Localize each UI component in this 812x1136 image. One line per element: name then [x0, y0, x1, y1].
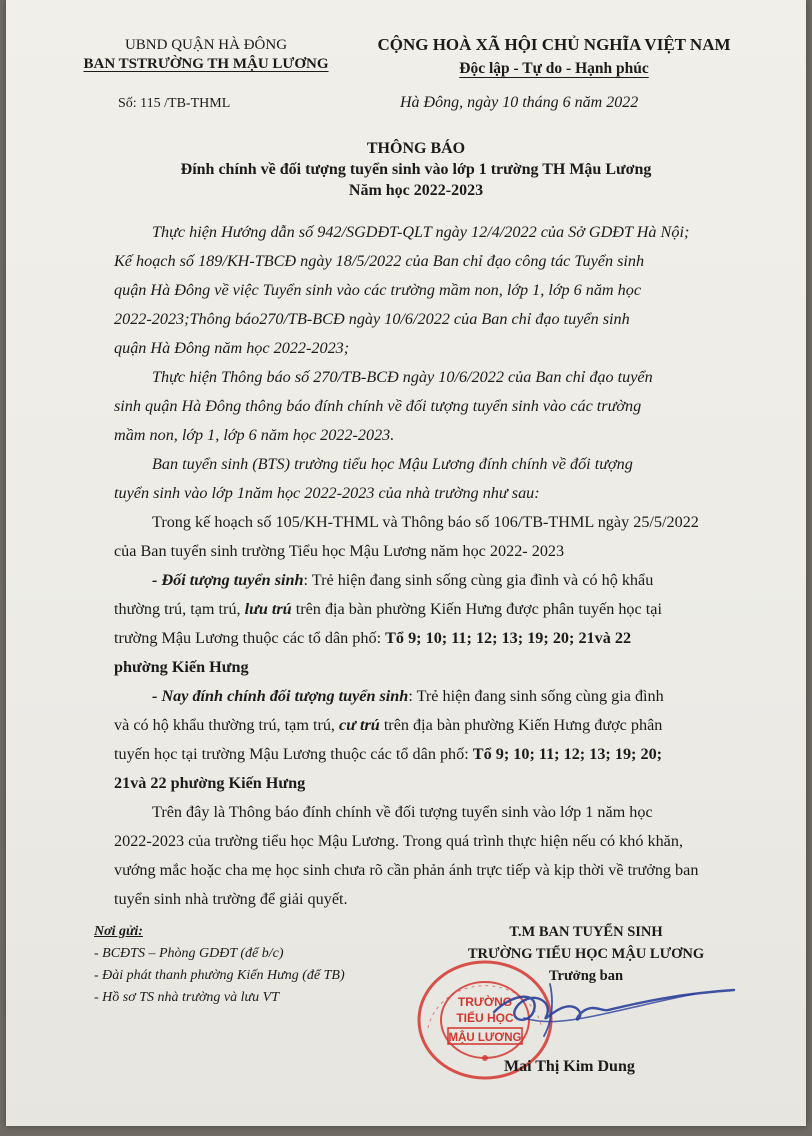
p2-line-2: sinh quận Hà Đông thông báo đính chính về đối tượng tuyển sinh vào các trường: [114, 397, 642, 415]
p7-line-1: Trên đây là Thông báo đính chính về đối tượng tuyển sinh vào lớp 1 năm học: [152, 803, 653, 821]
signer-name: Mai Thị Kim Dung: [504, 1058, 635, 1075]
stamp-text-line: MẬU LƯƠNG: [448, 1032, 522, 1044]
p2-line-1: Thực hiện Thông báo số 270/TB-BCĐ ngày 10/6/2022 của Ban chỉ đạo tuyển: [152, 368, 653, 386]
recipient-item: - Đài phát thanh phường Kiến Hưng (để TB): [94, 968, 345, 983]
p2-line-3: mầm non, lớp 1, lớp 6 năm học 2022-2023.: [114, 426, 395, 444]
sign-line-2: TRƯỜNG TIỂU HỌC MẬU LƯƠNG: [467, 946, 705, 962]
p7-line-4: tuyển sinh nhà trường để giải quyết.: [114, 890, 348, 908]
stamp-text-line: TIỂU HỌC: [456, 1011, 514, 1025]
document-title: [66, 138, 766, 201]
p7-line-3: vướng mắc hoặc cha mẹ học sinh chưa rõ cần phản ánh trực tiếp và kịp thời về trưởng ban: [114, 861, 699, 879]
document-body: [114, 218, 754, 914]
authority-line-2: BAN TSTRƯỜNG TH MẬU LƯƠNG: [83, 56, 329, 72]
p1-line-1: Thực hiện Hướng dẫn số 942/SGDĐT-QLT ngày 12/4/2022 của Sở GDĐT Hà Nội;: [152, 223, 690, 241]
p1-line-5: quận Hà Đông năm học 2022-2023;: [114, 339, 350, 357]
recipients-heading: Nơi gửi:: [94, 924, 143, 939]
recipient-item: - BCĐTS – Phòng GDĐT (để b/c): [94, 946, 284, 961]
document-date: Hà Đông, ngày 10 tháng 6 năm 2022: [400, 94, 639, 111]
handwritten-signature: [484, 972, 744, 1042]
title-sub-1: Đính chính về đối tượng tuyển sinh vào lớp 1 trường TH Mậu Lương: [180, 161, 652, 178]
p3-line-1: Ban tuyển sinh (BTS) trường tiểu học Mậu Lương đính chính về đối tượng: [152, 455, 633, 473]
motto-line-2: Độc lập - Tự do - Hạnh phúc: [459, 60, 649, 77]
title-main: THÔNG BÁO: [366, 140, 466, 157]
p6-line-3: tuyến học tại trường Mậu Lương thuộc các tổ dân phố: Tổ 9; 10; 11; 12; 13; 19; 20;: [114, 745, 663, 763]
p7-line-2: 2022-2023 của trường tiểu học Mậu Lương. Trong quá trình thực hiện nếu có khó khăn,: [114, 832, 683, 850]
p4-line-2: của Ban tuyển sinh trường Tiểu học Mậu Lương năm học 2022- 2023: [114, 542, 565, 560]
p1-line-4: 2022-2023;Thông báo270/TB-BCĐ ngày 10/6/2022 của Ban chỉ đạo tuyển sinh: [114, 310, 630, 328]
p6-label: Nay đính chính đối tượng tuyển sinh: [161, 687, 409, 705]
sign-line-1: T.M BAN TUYỂN SINH: [509, 924, 663, 940]
document-number: Số: 115 /TB-THML: [118, 96, 231, 111]
p5-line-2: thường trú, tạm trú, lưu trú trên địa bàn phường Kiến Hưng được phân tuyến học tại: [114, 600, 662, 618]
stamp-text-line: TRƯỜNG: [457, 995, 513, 1009]
authority-line-1: UBND QUẬN HÀ ĐÔNG: [124, 37, 288, 53]
p1-line-2: Kế hoạch số 189/KH-TBCĐ ngày 18/5/2022 của Ban chỉ đạo công tác Tuyển sinh: [114, 252, 645, 270]
recipients-block: [94, 921, 345, 1009]
p5-line-1: - Đối tượng tuyển sinh: Trẻ hiện đang sinh sống cùng gia đình và có hộ khẩu: [152, 571, 654, 589]
title-sub-2: Năm học 2022-2023: [348, 182, 484, 199]
national-motto: [324, 33, 784, 81]
sign-line-3: Trưởng ban: [548, 968, 624, 984]
recipient-item: - Hồ sơ TS nhà trường và lưu VT: [94, 990, 280, 1005]
issuing-authority: [66, 36, 346, 74]
motto-line-1: CỘNG HOÀ XÃ HỘI CHỦ NGHĨA VIỆT NAM: [377, 35, 731, 54]
document-page: [6, 0, 806, 1126]
p6-line-4: 21và 22 phường Kiến Hưng: [114, 774, 306, 792]
p1-line-3: quận Hà Đông về việc Tuyển sinh vào các trường mầm non, lớp 1, lớp 6 năm học: [114, 281, 642, 299]
p5-line-3: trường Mậu Lương thuộc các tổ dân phố: Tổ 9; 10; 11; 12; 13; 19; 20; 21và 22: [114, 629, 632, 647]
p5-line-4: phường Kiến Hưng: [114, 658, 249, 676]
p6-line-2: và có hộ khẩu thường trú, tạm trú, cư trú trên địa bàn phường Kiến Hưng được phân: [114, 716, 663, 734]
p3-line-2: tuyển sinh vào lớp 1năm học 2022-2023 của nhà trường như sau:: [114, 484, 540, 502]
p4-line-1: Trong kế hoạch số 105/KH-THML và Thông báo số 106/TB-THML ngày 25/5/2022: [152, 513, 699, 531]
p5-label: Đối tượng tuyển sinh: [161, 571, 304, 589]
p6-line-1: - Nay đính chính đối tượng tuyển sinh: Trẻ hiện đang sinh sống cùng gia đình: [152, 687, 664, 705]
